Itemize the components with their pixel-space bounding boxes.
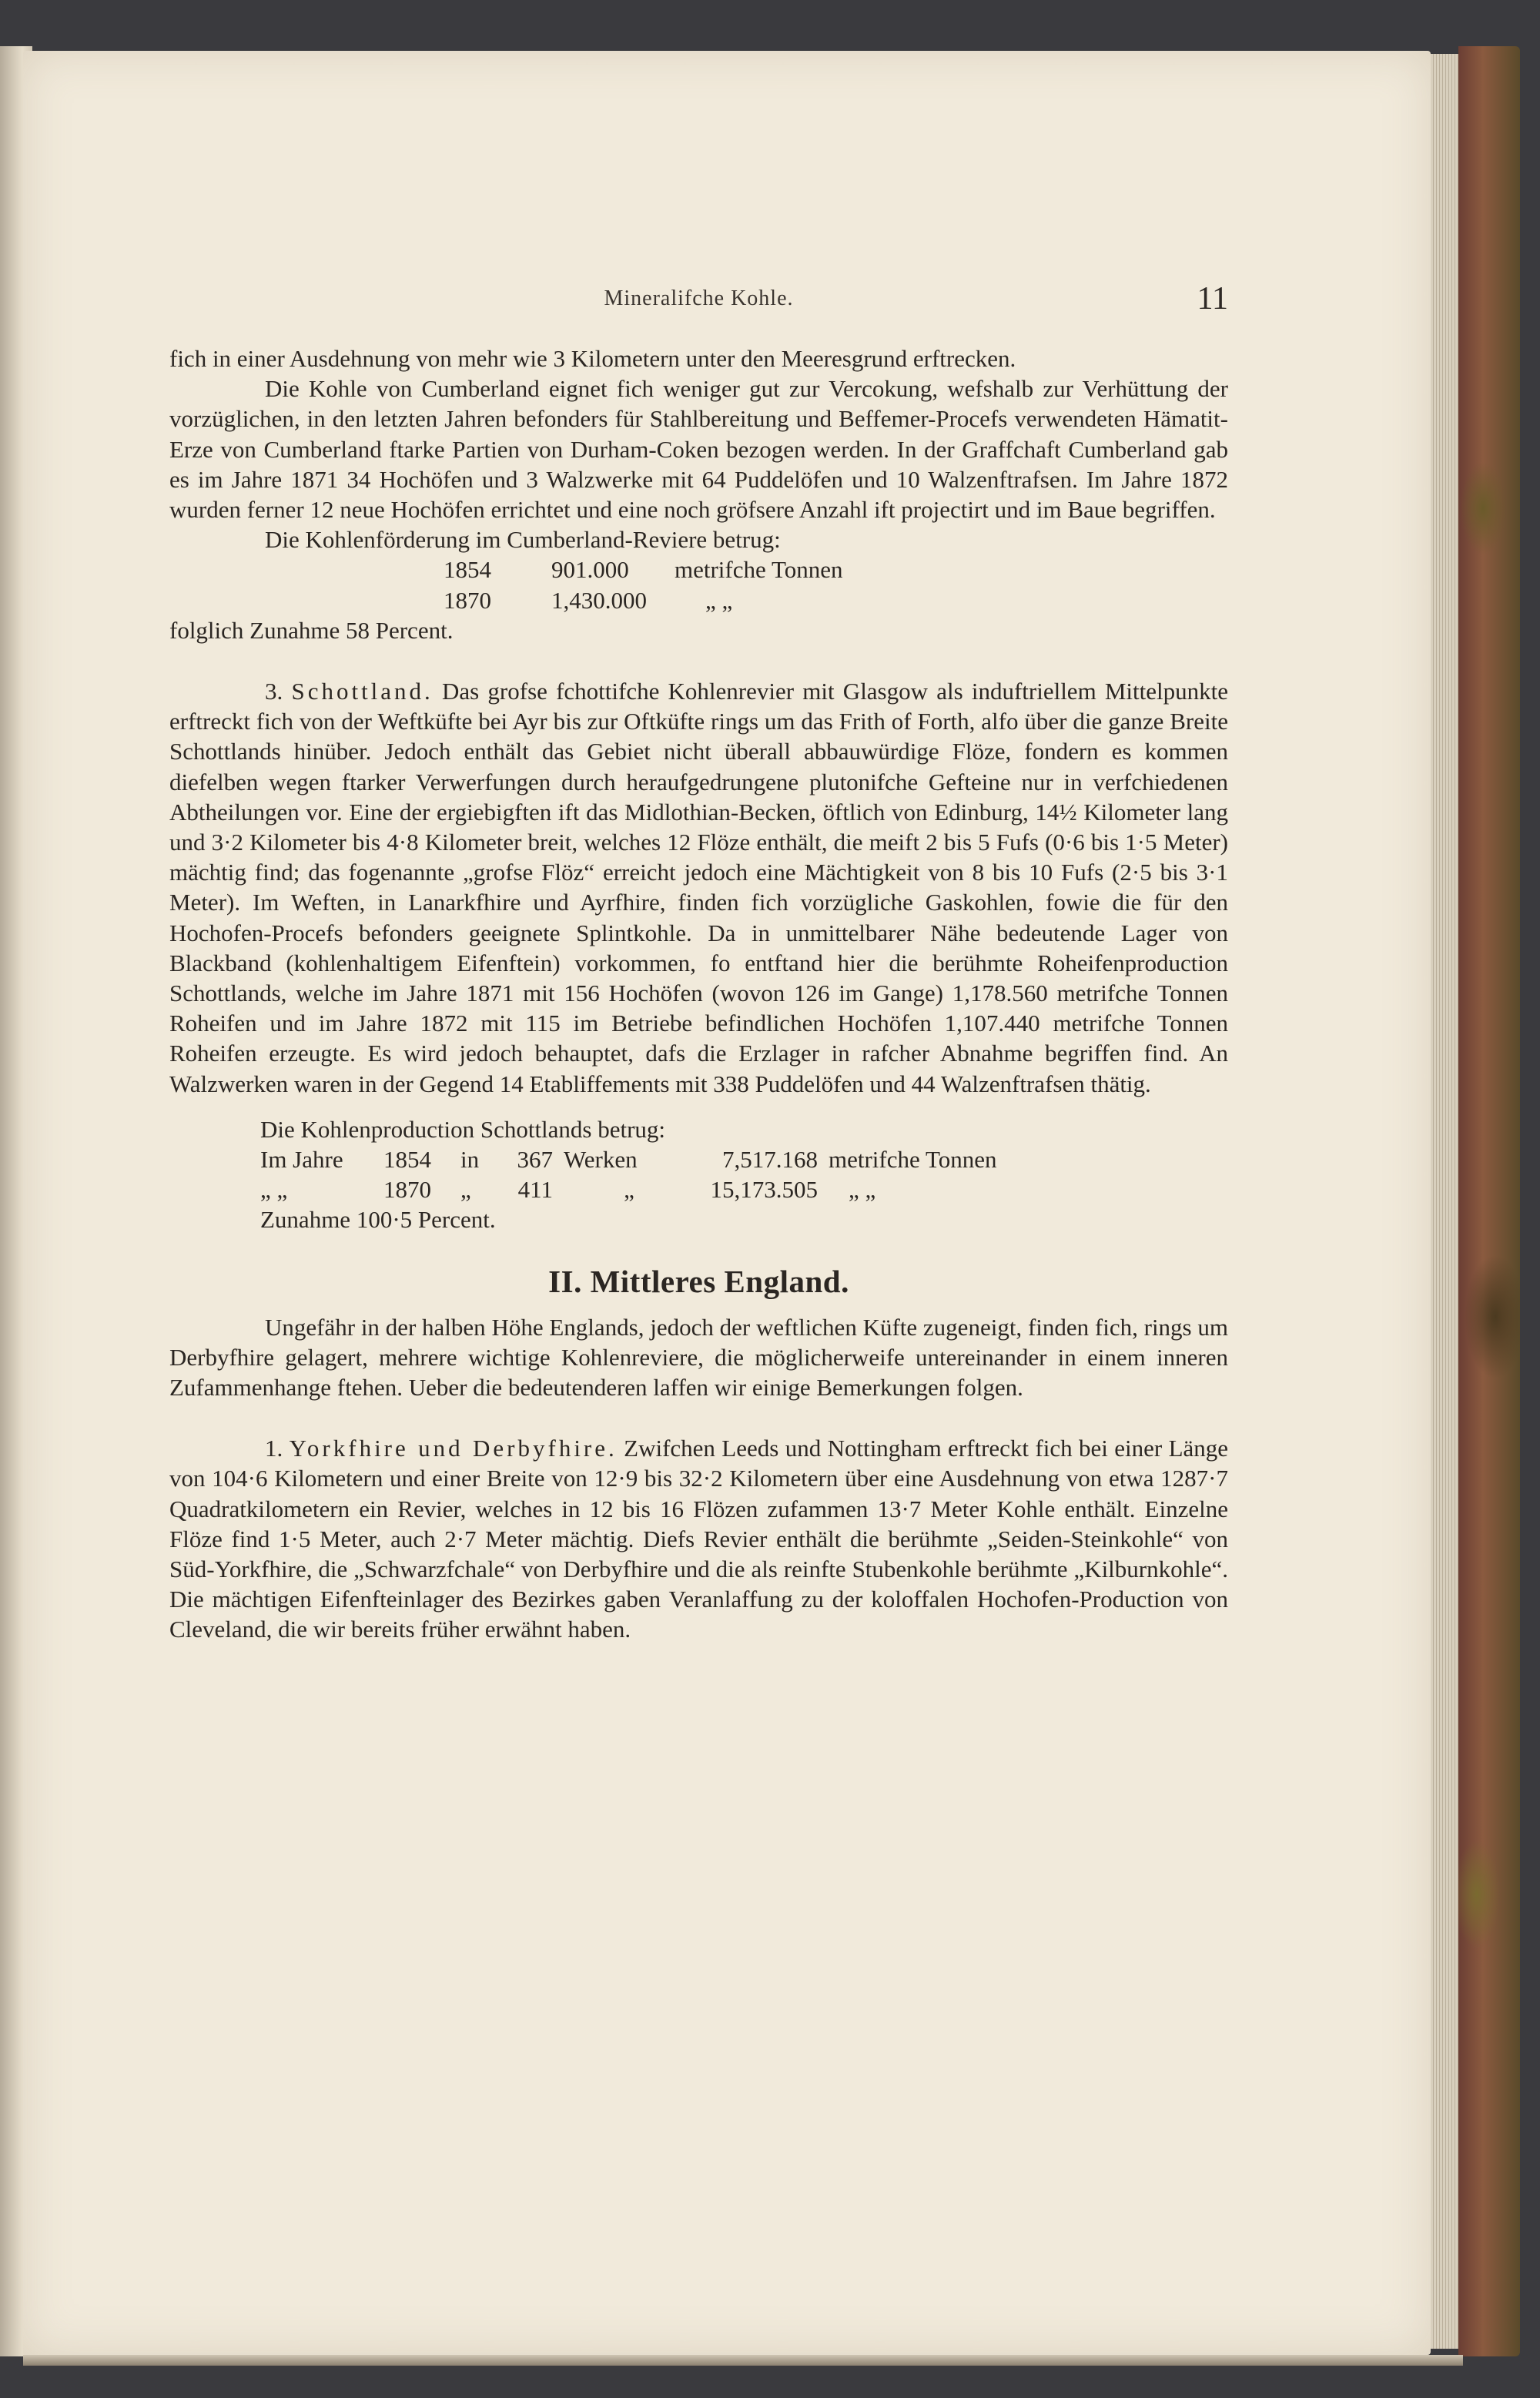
paragraph-mittleres-england: Ungefähr in der halben Höhe Englands, jedoch der weftlichen Küfte zugeneigt, finden fich, rings um Derbyfhire gelagert, mehrere wichtige Kohlenreviere, die möglicherweife untereinander in einem inneren Zufammenhange ftehen. Ueber die bedeutenderen laffen wir einige Bemerkungen folgen. (169, 1313, 1228, 1402)
section-title: Schottland. (291, 678, 434, 705)
page-bottom-edge (23, 2355, 1463, 2366)
scotland-conclusion: Zunahme 100·5 Percent. (260, 1206, 496, 1234)
label-cell: „ „ (260, 1176, 288, 1204)
works-cell: 367 (517, 1146, 553, 1174)
year-cell: 1854 (444, 556, 491, 584)
value-cell: 15,173.505 (710, 1176, 818, 1204)
value-cell: 901.000 (551, 556, 629, 584)
page-header (169, 280, 1228, 319)
year-cell: 1870 (444, 586, 491, 614)
section-text: Zwifchen Leeds und Nottingham erftreckt fich bei einer Länge von 104·6 Kilometern und einer Breite von 12·9 bis 32·2 Kilometern über eine Ausdehnung von etwa 1287·7 Quadratkilometern ein Revier, welches in 12 bis 16 Flözen zufammen 13·7 Meter Kohle enthält. Einzelne Flöze find 1·5 Meter, auch 2·7 Meter mächtig. Diefs Revier enthält die berühmte „Seiden-Steinkohle“ von Süd-Yorkfhire, die „Schwarzfchale“ von Derbyfhire und die als reinfte Stubenkohle berühmte „Kilburnkohle“. Die mächtigen Eifenfteinlager des Bezirkes gaben Veranlaffung zu der koloffalen Hochofen-Production von Cleveland, die wir bereits früher erwähnt haben. (169, 1435, 1229, 1643)
works-unit-cell: „ (624, 1176, 634, 1204)
in-cell: „ (460, 1176, 471, 1204)
page-number: 11 (1197, 281, 1228, 316)
table-row (169, 554, 1228, 584)
unit-cell: „ „ (849, 1176, 876, 1204)
label-cell: Im Jahre (260, 1146, 343, 1174)
section-heading: II. Mittleres England. (548, 1263, 849, 1299)
section-text: Das grofse fchottifche Kohlenrevier mit Glasgow als induftriellem Mittelpunkte erftreckt fich von der Weftküfte bei Ayr bis zur Oftküfte rings um das Frith of Forth, alfo über die ganze Breite Schottlands hinüber. Jedoch enthält das Gebiet nicht überall abbauwürdige Flöze, fondern es kommen diefelben wegen ftarker Verwerfungen durch heraufgedrungene plutonifche Gefteine nur in verfchiedenen Abtheilungen vor. Eine der ergiebigften ift das Midlothian-Becken, öftlich von Edinburg, 14½ Kilometer lang und 3·2 Kilometer bis 4·8 Kilometer breit, welches 12 Flöze enthält, die meift 2 bis 5 Fufs (0·6 bis 1·5 Meter) mächtig find; das fogenannte „grofse Flöz“ erreicht jedoch eine Mächtigkeit von 8 bis 10 Fufs (2·5 bis 3·1 Meter). Im Weften, in Lanarkfhire und Ayrfhire, finden fich vorzügliche Gaskohlen, fowie die für den Hochofen-Procefs befonders geeignete Splintkohle. Da in unmittelbarer Nähe bedeutende Lager von Blackband (kohlenhaltigem Eifenftein) vorkommen, fo entftand hier die berühmte Roheifenproduction Schottlands, welche im Jahre 1871 mit 156 Hochöfen (wovon 126 im Gange) 1,178.560 metrifche Tonnen Roheifen und im Jahre 1872 mit 115 im Betriebe befindlichen Hochöfen 1,107.440 metrifche Tonnen Roheifen erzeugte. Es wird jedoch behauptet, dafs die Erzlager in rafcher Abnahme begriffen find. An Walzwerken waren in der Gegend 14 Etabliffements mit 338 Puddelöfen und 44 Walzenftrafsen thätig. (169, 678, 1229, 1097)
section-number: 1. (265, 1435, 283, 1462)
value-cell: 1,430.000 (551, 586, 647, 614)
value-cell: 7,517.168 (722, 1146, 818, 1174)
unit-cell: metrifche Tonnen (675, 556, 843, 584)
unit-cell: „ „ (705, 586, 733, 614)
scotland-table-intro: Die Kohlenproduction Schottlands betrug: (260, 1115, 666, 1143)
body-text (169, 343, 1228, 1645)
section-title: Yorkfhire und Derbyfhire. (289, 1435, 618, 1462)
table-row (169, 585, 1228, 615)
cumberland-production-table (169, 524, 1228, 645)
works-unit-cell: Werken (564, 1146, 638, 1174)
in-cell: in (460, 1146, 480, 1174)
marbled-cover (1458, 46, 1520, 2356)
table-row (260, 1144, 1228, 1174)
year-cell: 1854 (383, 1146, 431, 1174)
unit-cell: metrifche Tonnen (829, 1146, 997, 1174)
section-number: 3. (265, 678, 283, 705)
paragraph-cumberland: Die Kohle von Cumberland eignet fich weniger gut zur Vercokung, wefshalb zur Verhüttung der vorzüglichen, in den letzten Jahren befonders für Stahlbereitung und Beffemer-Procefs verwendeten Hämatit-Erze von Cumberland ftarke Partien von Durham-Coken bezogen werden. In der Graffchaft Cumberland gab es im Jahre 1871 34 Hochöfen und 3 Walzwerke mit 64 Puddelöfen und 10 Walzenftrafsen. Im Jahre 1872 wurden ferner 12 neue Hochöfen errichtet und eine noch gröfsere Anzahl ift projectirt und im Baue begriffen. (169, 375, 1228, 524)
paragraph-scotland (169, 676, 1228, 1099)
paragraph-continuation: fich in einer Ausdehnung von mehr wie 3 Kilometern unter den Meeresgrund erftrecken. (169, 345, 1016, 372)
page-block-edges (1431, 54, 1458, 2349)
running-title: Mineralifche Kohle. (604, 286, 794, 310)
year-cell: 1870 (383, 1176, 431, 1204)
works-cell: 411 (517, 1176, 553, 1204)
cumberland-conclusion: folglich Zunahme 58 Percent. (169, 616, 454, 644)
paragraph-yorkshire (169, 1433, 1228, 1644)
cumberland-table-intro: Die Kohlenförderung im Cumberland-Reviere betrug: (265, 526, 781, 554)
scotland-production-table (169, 1114, 1228, 1235)
table-row (260, 1174, 1228, 1204)
